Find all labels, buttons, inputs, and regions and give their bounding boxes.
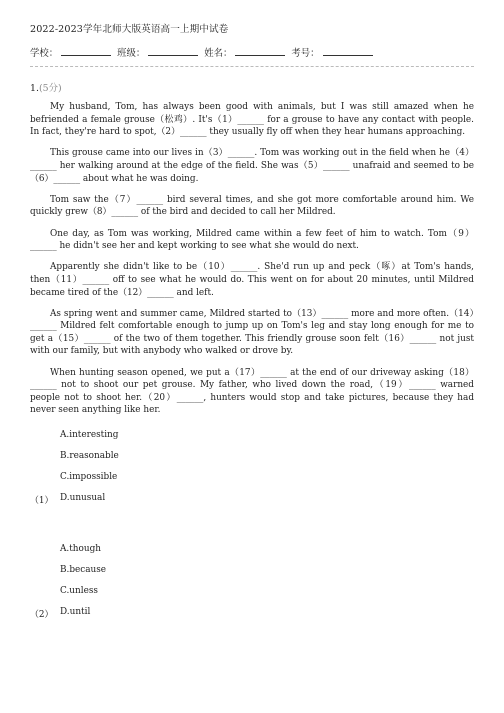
student-info-line [30, 45, 376, 59]
question-score: (5分) [38, 83, 62, 94]
option-q1-label: （1） [30, 496, 54, 506]
passage-paragraph: Apparently she didn't like to be（10）______. She'd run up and peck（啄）at Tom's hands, then（11）______ off to see what he would do. This went on for about 20 minutes, until Mildred became tired of the（12）______ and left. [30, 262, 474, 298]
school-blank [61, 46, 111, 56]
option-q2-d[interactable]: D.until [60, 607, 91, 617]
passage-paragraph: As spring went and summer came, Mildred started to（13）______ more and more often.（14）______ Mildred felt comfortable enough to jump up on Tom's leg and stay long enough for me to get a（15）______ of the two of them together. This friendly grouse soon felt（16）______ not just with our family, but with anybody who walked or drove by. [30, 308, 474, 357]
class-blank [148, 46, 198, 56]
passage-paragraph: When hunting season opened, we put a（17）______ at the end of our driveway asking（18）______ not to shoot our pet grouse. My father, who lived down the road,（19）______ warned people not to shoot her.（20）______, hunters would stop and take pictures, because they had never seen anything like her. [30, 367, 474, 416]
option-q1-a[interactable]: A.interesting [60, 430, 119, 440]
passage-paragraph: One day, as Tom was working, Mildred came within a few feet of him to watch. Tom（9）______ he didn't see her and kept working to see what she would do next. [30, 228, 474, 252]
exam-number-blank [323, 46, 373, 56]
class-label: 班级： [117, 48, 146, 59]
exam-number-label: 考号： [291, 48, 320, 59]
name-blank [235, 46, 285, 56]
option-q2-a[interactable]: A.though [60, 544, 101, 554]
header-divider [30, 66, 474, 67]
option-q1-c[interactable]: C.impossible [60, 472, 118, 482]
option-q1-d[interactable]: D.unusual [60, 493, 106, 503]
exam-title: 2022-2023学年北师大版英语高一上期中试卷 [30, 24, 229, 35]
option-q2-b[interactable]: B.because [60, 565, 107, 575]
name-label: 姓名： [204, 48, 233, 59]
passage-paragraph: My husband, Tom, has always been good with animals, but I was still amazed when he befriended a female grouse（松鸡）. It's（1）______ for a grouse to have any contact with people. In fact, they're hard to spot,（2）______ they usually fly off when they hear humans approaching. [30, 102, 474, 138]
question-number [30, 80, 62, 94]
school-label: 学校： [30, 48, 59, 59]
option-q1-b[interactable]: B.reasonable [60, 451, 119, 461]
cloze-passage [30, 101, 474, 426]
question-index: 1. [30, 83, 39, 94]
passage-paragraph: This grouse came into our lives in（3）______. Tom was working out in the field when he（4）______ her walking around at the edge of the field. She was（5）______ unafraid and seemed to be（6）______ about what he was doing. [30, 148, 474, 184]
option-q2-c[interactable]: C.unless [60, 586, 98, 596]
passage-paragraph: Tom saw the（7）______ bird several times, and she got more comfortable around him. We quickly grew（8）______ of the bird and decided to call her Mildred. [30, 194, 474, 218]
option-q2-label: （2） [30, 610, 54, 620]
